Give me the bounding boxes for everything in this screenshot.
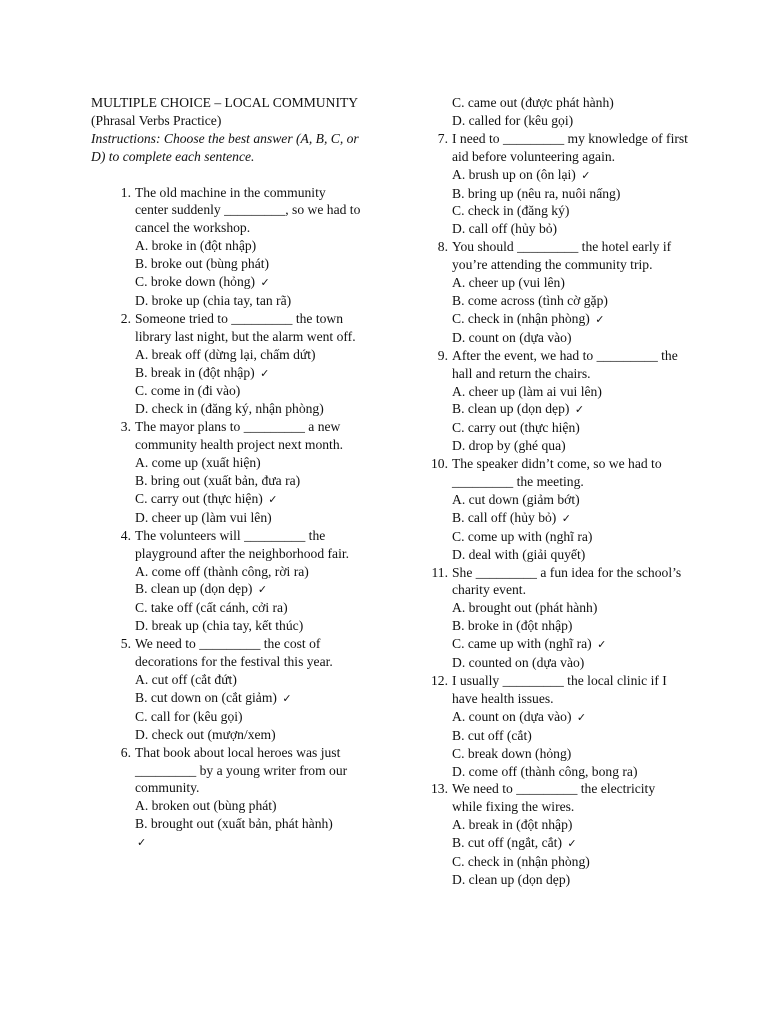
option-c: C. break down (hỏng) [452,745,572,761]
option-b: B. cut off (cắt) [452,727,532,743]
question-12 [428,672,688,780]
left-column [91,94,361,852]
question-text: After the event, we had to _________ the hall and return the chairs. [452,347,678,381]
option-a: A. brought out (phát hành) [452,600,598,616]
question-text: That book about local heroes was just _________ by a young writer from our community. [135,744,348,796]
option-d: D. cheer up (làm vui lên) [135,509,272,525]
option-c: C. carry out (thực hiện) [452,420,580,436]
question-8 [428,238,688,346]
question-7 [428,130,688,238]
option-d: D. check out (mượn/xem) [135,726,276,742]
option-c: C. come in (đi vào) [135,383,241,399]
answer-check-icon: ✓ [567,837,577,851]
option-d: D. come off (thành công, bong ra) [452,763,638,779]
page-title [91,94,361,130]
option-d: D. called for (kêu gọi) [452,112,574,128]
option-a: A. cut down (giảm bớt) [452,491,580,507]
option-d: D. check in (đăng ký, nhận phòng) [135,401,324,417]
question-5 [91,635,361,743]
question-number: 9. [437,347,448,363]
question-11 [428,564,688,672]
question-text: I need to _________ my knowledge of first aid before volunteering again. [452,130,688,164]
option-d: D. counted on (dựa vào) [452,655,585,671]
answer-check-icon: ✓ [260,366,270,380]
question-number: 2. [120,310,131,326]
question-text: The mayor plans to _________ a new community health project next month. [135,419,344,453]
option-b: B. brought out (xuất bản, phát hành) ✓ [135,815,361,852]
answer-check-icon: ✓ [257,583,268,597]
option-a: A. come up (xuất hiện) [135,455,261,471]
answer-check-icon: ✓ [576,710,587,724]
question-number: 13. [431,781,448,797]
question-text: I usually _________ the local clinic if I have health issues. [452,673,667,706]
option-c: C. came out (được phát hành) [452,95,614,110]
subtitle-text: (Phrasal Verbs Practice) [91,112,222,128]
option-c: C. check in (nhận phòng) [452,854,590,870]
option-d: D. call off (hủy bỏ) [452,221,558,237]
option-b: B. broke in (đột nhập) [452,618,573,634]
question-number: 12. [431,673,448,688]
question-6-continued [428,94,688,130]
option-b: B. clean up (dọn dẹp) ✓ [452,400,688,419]
question-text: Someone tried to _________ the town library last night, but the alarm went off. [135,310,356,344]
instructions: Instructions: Choose the best answer (A, B, C, or D) to complete each sentence. [91,130,359,164]
answer-check-icon: ✓ [260,276,270,290]
option-b: B. bring up (nêu ra, nuôi nấng) [452,185,621,201]
right-column [428,94,688,889]
question-4 [91,527,361,635]
option-c: C. take off (cất cánh, cởi ra) [135,600,288,616]
option-a: A. come off (thành công, rời ra) [135,563,309,579]
question-text: The speaker didn’t come, so we had to _________ the meeting. [452,456,662,490]
question-number: 1. [120,184,131,200]
option-c: C. broke down (hỏng) ✓ [135,273,361,292]
option-a: A. broke in (đột nhập) [135,238,257,254]
option-c: C. check in (đăng ký) [452,203,570,219]
answer-check-icon: ✓ [595,312,605,326]
option-a: A. brush up on (ôn lại) ✓ [452,166,688,185]
question-text: The old machine in the community center suddenly _________, so we had to cancel the workshop. [135,184,361,236]
question-number: 8. [437,239,448,255]
question-number: 10. [431,456,448,472]
title-text: MULTIPLE CHOICE – LOCAL COMMUNITY [91,95,358,110]
option-b: B. call off (hủy bỏ) ✓ [452,509,688,528]
option-b: B. come across (tình cờ gặp) [452,292,608,308]
question-number: 6. [120,744,131,760]
option-d: D. clean up (dọn dẹp) [452,871,571,887]
question-number: 3. [120,419,131,435]
question-10 [428,455,688,563]
option-c: C. come up with (nghĩ ra) [452,528,593,544]
question-13 [428,780,688,888]
option-b: B. bring out (xuất bản, đưa ra) [135,473,301,489]
question-2 [91,310,361,418]
answer-check-icon: ✓ [137,836,147,850]
option-d: D. broke up (chia tay, tan rã) [135,292,292,308]
option-d: D. count on (dựa vào) [452,329,572,345]
option-a: A. break off (dừng lại, chấm dứt) [135,346,316,362]
question-9 [428,347,688,455]
question-number: 4. [120,527,131,543]
option-c: C. call for (kêu gọi) [135,708,243,724]
question-number: 5. [120,636,131,652]
option-b: B. broke out (bùng phát) [135,256,270,272]
answer-check-icon: ✓ [574,403,585,417]
answer-check-icon: ✓ [597,638,607,652]
option-a: A. broken out (bùng phát) [135,798,277,814]
answer-check-icon: ✓ [561,511,571,525]
option-c: C. carry out (thực hiện) ✓ [135,490,361,509]
answer-check-icon: ✓ [282,691,292,705]
option-a: A. break in (đột nhập) [452,817,573,833]
option-c: C. check in (nhận phòng) ✓ [452,310,688,329]
option-d: D. drop by (ghé qua) [452,438,566,454]
option-b: B. cut down on (cắt giảm) ✓ [135,689,361,708]
option-a: A. count on (dựa vào) ✓ [452,708,688,727]
question-text: The volunteers will _________ the playground after the neighborhood fair. [135,527,350,561]
option-a: A. cut off (cắt đứt) [135,671,237,687]
option-b: B. break in (đột nhập) ✓ [135,364,361,383]
option-c: C. came up with (nghĩ ra) ✓ [452,635,688,654]
answer-check-icon: ✓ [581,168,591,182]
answer-check-icon: ✓ [268,492,278,506]
question-number: 7. [437,130,448,146]
question-1 [91,184,361,310]
question-6 [91,744,361,852]
question-number: 11. [431,564,448,580]
question-3 [91,418,361,526]
option-b: B. cut off (ngắt, cắt) ✓ [452,834,688,853]
option-d: D. deal with (giải quyết) [452,546,586,562]
option-d: D. break up (chia tay, kết thúc) [135,618,304,634]
option-a: A. cheer up (vui lên) [452,275,565,291]
question-text: We need to _________ the electricity while fixing the wires. [452,781,656,815]
option-a: A. cheer up (làm ai vui lên) [452,383,602,399]
question-text: We need to _________ the cost of decorations for the festival this year. [135,636,333,670]
question-text: She _________ a fun idea for the school’s charity event. [452,564,682,598]
question-text: You should _________ the hotel early if you’re attending the community trip. [452,239,672,273]
option-b: B. clean up (dọn dẹp) ✓ [135,580,361,599]
